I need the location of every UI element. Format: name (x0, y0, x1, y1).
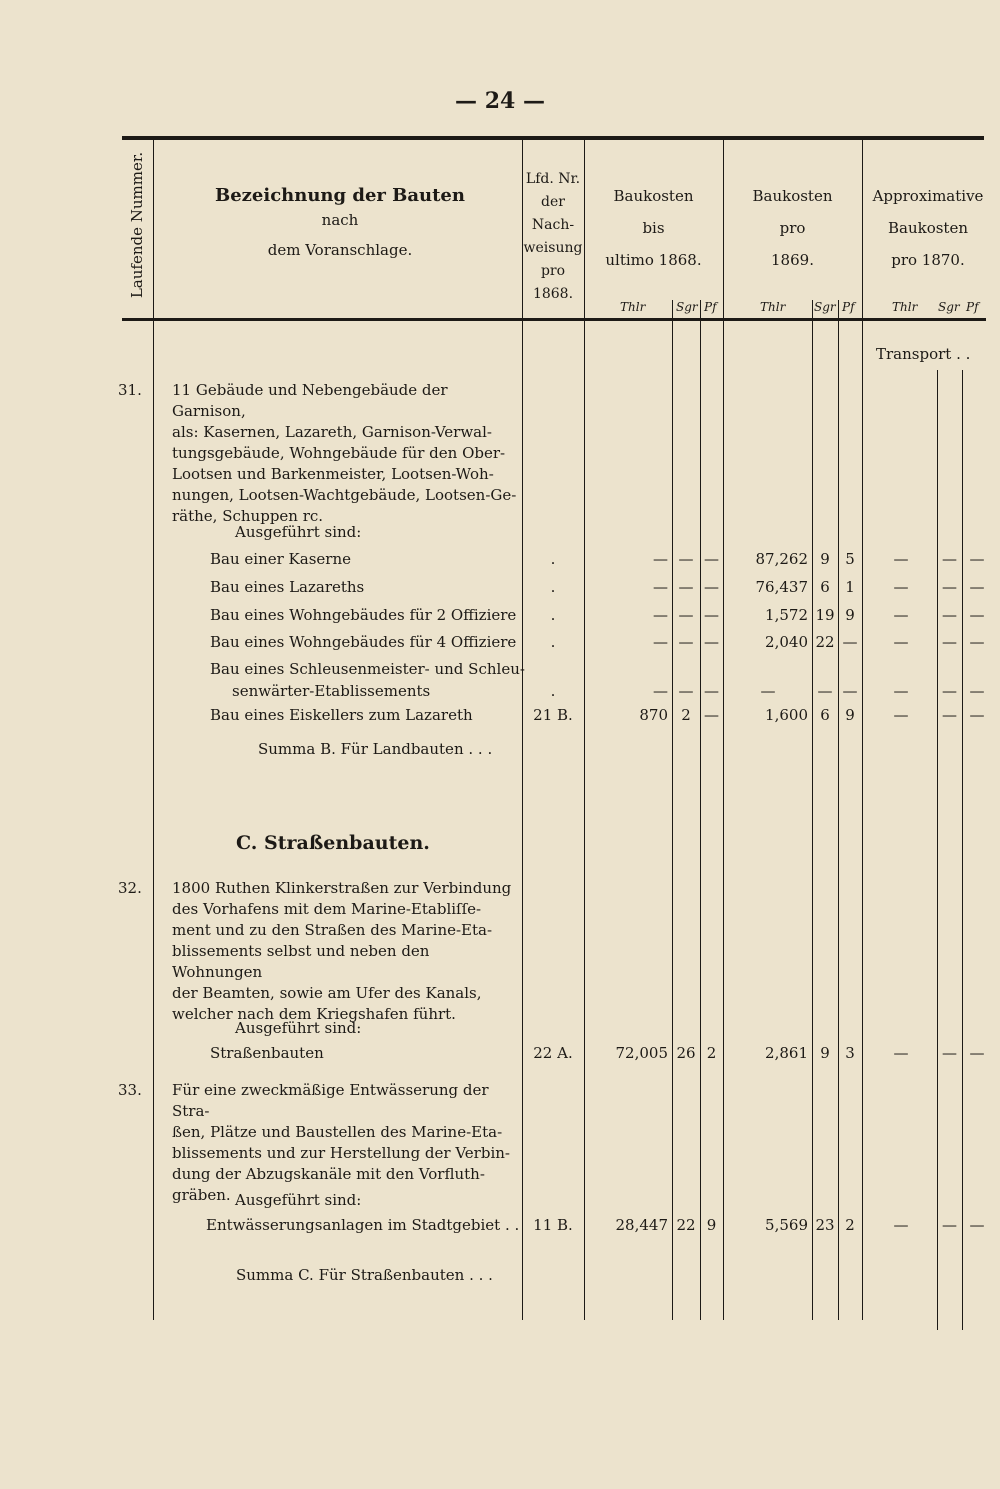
cell-b3-sgr: — (942, 633, 957, 651)
cell-b2-pf: 9 (845, 706, 855, 724)
unit-sgr: Sgr (938, 300, 960, 314)
cell-b2-thlr: 1,600 (765, 706, 808, 724)
unit-thlr: Thlr (620, 300, 646, 314)
cell-b2-thlr: 2,040 (765, 633, 808, 651)
description-line: tungsgebäude, Wohngebäude für den Ober- (172, 444, 506, 462)
cell-b2-sgr: 6 (820, 706, 830, 724)
cell-b2-thlr: 87,262 (755, 550, 808, 568)
entry-description (172, 380, 517, 527)
cell-b2-sgr: 6 (820, 578, 830, 596)
cell-b1-sgr: — (678, 682, 694, 700)
col-divider-lfd (584, 140, 585, 1320)
cell-b2-pf: 2 (845, 1216, 855, 1234)
cell-b2-sgr: — (817, 682, 833, 700)
header-b3-cell (862, 180, 994, 276)
header-b3-line: Baukosten (887, 219, 968, 237)
cell-b3-thlr: — (893, 1044, 909, 1062)
cell-b1-thlr: — (653, 550, 668, 568)
header-lfd-line: weisung (523, 240, 583, 256)
header-lfd-line: 1868. (532, 286, 574, 302)
row-label: Straßenbauten (210, 1044, 324, 1062)
unit-pf: Pf (842, 300, 855, 314)
row-ref: 22 A. (533, 1044, 573, 1062)
description-line: des Vorhafens mit dem Marine-Etabliſſe- (172, 900, 482, 918)
row-ref: . (550, 682, 556, 700)
summa-label: Summa B. Für Landbauten . . . (258, 740, 493, 758)
col-divider-b2-pf (838, 300, 839, 1320)
description-line: ment und zu den Straßen des Marine-Eta- (172, 921, 493, 939)
cell-b3-sgr: — (942, 550, 957, 568)
col-divider-b1-pf (700, 300, 701, 1320)
header-b1-line: Baukosten (613, 187, 694, 205)
cell-b1-pf: — (704, 633, 719, 651)
cell-b2-thlr: 76,437 (755, 578, 808, 596)
entry-number: 32. (118, 879, 142, 897)
header-lfd-line: Lfd. Nr. (525, 171, 581, 187)
row-label: Bau eines Wohngebäudes für 4 Offiziere (210, 633, 517, 651)
cell-b1-thlr: — (653, 633, 668, 651)
description-line: Für eine zweckmäßige Entwässerung der Stra- (172, 1081, 489, 1120)
header-lfd-line: der (541, 194, 565, 210)
subheading: Ausgeführt sind: (235, 523, 362, 541)
cell-b3-thlr: — (893, 1216, 909, 1234)
cell-b1-sgr: — (678, 606, 694, 624)
summa-label: Summa C. Für Straßenbauten . . . (236, 1266, 493, 1284)
cell-b2-pf: 1 (845, 578, 855, 596)
cell-b2-pf: — (842, 682, 858, 700)
entry-description (172, 1080, 517, 1206)
header-bottom-rule (122, 318, 986, 321)
row-label: Entwässerungsanlagen im Stadtgebiet . . (206, 1216, 520, 1234)
row-ref: . (550, 550, 556, 568)
description-line: als: Kasernen, Lazareth, Garnison-Verwal- (172, 423, 492, 441)
cell-b3-pf: — (969, 550, 985, 568)
col-divider-b1 (723, 140, 724, 1320)
row-ref: . (550, 633, 556, 651)
cell-b2-pf: 9 (845, 606, 855, 624)
entry-number: 33. (118, 1081, 142, 1099)
cell-b1-thlr: 28,447 (615, 1216, 668, 1234)
cell-b3-thlr: — (893, 578, 909, 596)
cell-b3-sgr: — (942, 1216, 957, 1234)
row-ref: 11 B. (533, 1216, 573, 1234)
cell-b1-thlr: — (653, 682, 668, 700)
transport-label: Transport . . (876, 345, 971, 363)
header-laufende-nummer: Laufende Nummer. (128, 151, 146, 299)
cell-b1-pf: — (704, 606, 719, 624)
unit-thlr: Thlr (892, 300, 918, 314)
col-divider-b3-pf (962, 370, 963, 1330)
header-b2-line: Baukosten (752, 187, 833, 205)
cell-b1-sgr: — (678, 578, 694, 596)
page-number: — 24 — (455, 88, 545, 114)
row-label-continued: senwärter-Etablissements (232, 682, 431, 700)
cell-b1-thlr: 72,005 (615, 1044, 668, 1062)
col-divider-nr (153, 140, 154, 1320)
unit-thlr: Thlr (760, 300, 786, 314)
description-line: 1800 Ruthen Klinkerstraßen zur Verbindung (172, 879, 512, 897)
header-title-line3: dem Voranschlage. (267, 241, 413, 259)
row-ref: 21 B. (533, 706, 573, 724)
row-label: Bau eines Lazareths (210, 578, 365, 596)
description-line: blissements und zur Herstellung der Verbin- (172, 1144, 510, 1162)
header-title-cell (160, 184, 520, 262)
cell-b1-pf: 2 (706, 1044, 717, 1062)
cell-b2-thlr: — (760, 682, 776, 700)
cell-b2-pf: 5 (845, 550, 855, 568)
row-ref: . (550, 606, 556, 624)
cell-b3-sgr: — (942, 578, 957, 596)
cell-b2-sgr: 23 (815, 1216, 835, 1234)
row-ref: . (550, 578, 556, 596)
description-line: nungen, Lootsen-Wachtgebäude, Lootsen-Ge- (172, 486, 517, 504)
header-b1-cell (584, 180, 723, 276)
cell-b3-pf: — (969, 1216, 985, 1234)
cell-b3-pf: — (969, 606, 985, 624)
col-divider-title (522, 140, 523, 1320)
header-b1-line: ultimo 1868. (605, 251, 702, 269)
row-label: Bau eines Schleusenmeister- und Schleu- (210, 660, 525, 678)
cell-b3-thlr: — (893, 706, 909, 724)
header-b2-cell (723, 180, 862, 276)
top-rule (122, 136, 984, 140)
cell-b3-pf: — (969, 1044, 985, 1062)
cell-b3-sgr: — (942, 682, 957, 700)
header-title-line2: nach (321, 211, 359, 229)
cell-b1-thlr: — (653, 578, 668, 596)
cell-b3-thlr: — (893, 682, 909, 700)
header-lfd-line: pro (540, 263, 566, 279)
cell-b3-pf: — (969, 578, 985, 596)
col-divider-b2-sgr (812, 300, 813, 1320)
cell-b3-pf: — (969, 682, 985, 700)
header-b3-line: Approximative (872, 187, 984, 205)
cell-b3-thlr: — (893, 550, 909, 568)
header-lfd-cell (522, 168, 584, 306)
cell-b1-sgr: 22 (676, 1216, 696, 1234)
unit-pf: Pf (704, 300, 717, 314)
cell-b2-pf: 3 (845, 1044, 855, 1062)
cell-b1-sgr: — (678, 550, 694, 568)
cell-b1-pf: — (704, 550, 719, 568)
description-line: blissements selbst und neben den Wohnungen (172, 942, 430, 981)
row-label: Bau einer Kaserne (210, 550, 351, 568)
cell-b2-sgr: 9 (820, 550, 830, 568)
col-divider-b1-sgr (672, 300, 673, 1320)
description-line: Lootsen und Barkenmeister, Lootsen-Woh- (172, 465, 494, 483)
row-label: Bau eines Wohngebäudes für 2 Offiziere (210, 606, 517, 624)
cell-b1-thlr: 870 (639, 706, 668, 724)
cell-b3-pf: — (969, 706, 985, 724)
cell-b2-pf: — (842, 633, 858, 651)
cell-b1-pf: — (704, 706, 719, 724)
header-b3-line: pro 1870. (891, 251, 965, 269)
description-line: der Beamten, sowie am Ufer des Kanals, (172, 984, 482, 1002)
cell-b1-sgr: 26 (676, 1044, 696, 1062)
cell-b3-pf: — (969, 633, 985, 651)
header-lfd-line: Nach- (531, 217, 575, 233)
cell-b2-sgr: 19 (815, 606, 835, 624)
description-line: welcher nach dem Kriegshafen führt. (172, 1005, 456, 1023)
description-line: ßen, Plätze und Baustellen des Marine-Eta- (172, 1123, 503, 1141)
cell-b3-sgr: — (942, 606, 957, 624)
unit-sgr: Sgr (676, 300, 698, 314)
col-divider-b2 (862, 140, 863, 1320)
row-label: Bau eines Eiskellers zum Lazareth (210, 706, 473, 724)
cell-b1-pf: — (704, 682, 719, 700)
cell-b2-sgr: 9 (820, 1044, 830, 1062)
cell-b3-sgr: — (942, 1044, 957, 1062)
description-line: 11 Gebäude und Nebengebäude der Garnison, (172, 381, 448, 420)
header-b2-line: 1869. (771, 251, 814, 269)
cell-b2-thlr: 2,861 (765, 1044, 808, 1062)
header-b1-line: bis (642, 219, 665, 237)
col-divider-b3-sgr (937, 370, 938, 1330)
unit-sgr: Sgr (814, 300, 836, 314)
cell-b2-thlr: 5,569 (765, 1216, 808, 1234)
description-line: räthe, Schuppen rc. (172, 507, 324, 525)
cell-b1-sgr: 2 (681, 706, 691, 724)
cell-b3-thlr: — (893, 606, 909, 624)
cell-b2-thlr: 1,572 (765, 606, 808, 624)
description-line: gräben. (172, 1186, 231, 1204)
section-title: C. Straßenbauten. (236, 832, 430, 854)
cell-b1-pf: 9 (706, 1216, 717, 1234)
cell-b1-pf: — (704, 578, 719, 596)
subheading: Ausgeführt sind: (235, 1191, 362, 1209)
unit-pf: Pf (966, 300, 979, 314)
header-b2-line: pro (779, 219, 806, 237)
cell-b1-thlr: — (653, 606, 668, 624)
cell-b2-sgr: 22 (815, 633, 835, 651)
description-line: dung der Abzugskanäle mit den Vorfluth- (172, 1165, 485, 1183)
entry-description (172, 878, 517, 1025)
cell-b3-sgr: — (942, 706, 957, 724)
subheading: Ausgeführt sind: (235, 1019, 362, 1037)
cell-b1-sgr: — (678, 633, 694, 651)
entry-number: 31. (118, 381, 142, 399)
header-title-line1: Bezeichnung der Bauten (215, 185, 465, 206)
cell-b3-thlr: — (893, 633, 909, 651)
